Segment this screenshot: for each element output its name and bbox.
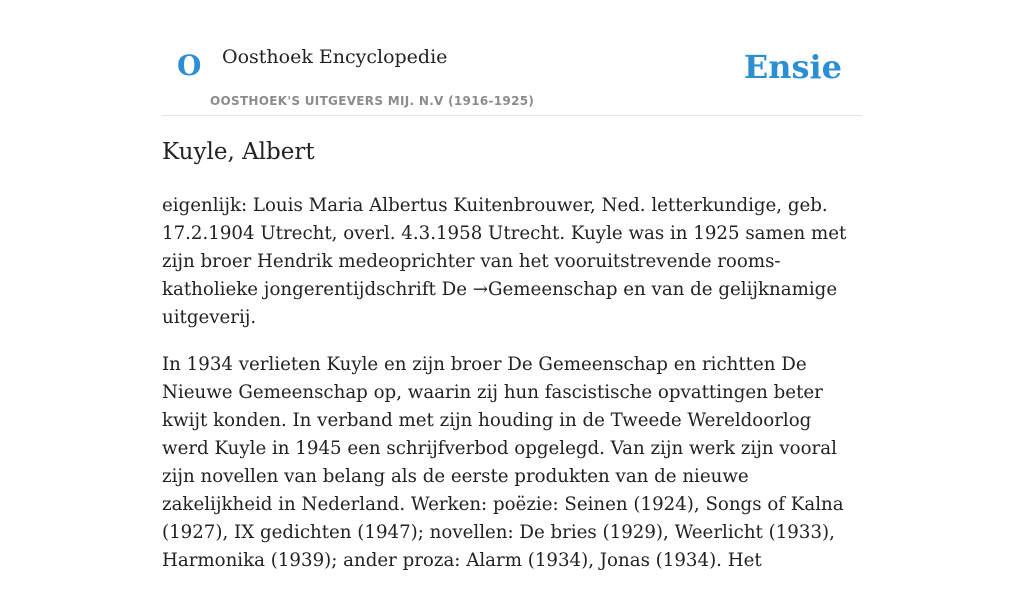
entry-paragraph: In 1934 verlieten Kuyle en zijn broer De Gemeenschap en richtten De Nieuwe Gemeenschap op, waarin zij hun fascistische opvattingen beter kwijt konden. In verband met zijn houding in de Tweede Wereldoorlog werd Kuyle in 1945 een schrijfverbod opgelegd. Van zijn werk zijn vooral zijn novellen van belang als de eerste produkten van de nieuwe zakelijkheid in Nederland. Werken: poëzie: Seinen (1924), Songs of Kalna (1927), IX gedichten (1947); novellen: De bries (1929), Weerlicht (1933), Harmonika (1939); ander proza: Alarm (1934), Jonas (1934). Het	[162, 354, 844, 571]
encyclopedia-title[interactable]: Oosthoek Encyclopedie	[222, 46, 448, 68]
entry-paragraph: eigenlijk: Louis Maria Albertus Kuitenbrouwer, Ned. letterkundige, geb. 17.2.1904 Utrecht, overl. 4.3.1958 Utrecht. Kuyle was in 1925 samen met zijn broer Hendrik medeoprichter van het vooruitstrevende rooms-katholieke jongerentijdschrift De →Gemeenschap en van de gelijknamige uitgeverij.	[162, 195, 847, 328]
ensie-logo[interactable]: Ensie	[743, 48, 842, 86]
entry-title: Kuyle, Albert	[162, 139, 315, 165]
publisher-subtitle: OOSTHOEK'S UITGEVERS MIJ. N.V (1916-1925)	[210, 94, 535, 108]
logo-icon[interactable]: O	[177, 49, 202, 82]
site-header	[162, 30, 862, 116]
entry-content	[162, 192, 862, 594]
